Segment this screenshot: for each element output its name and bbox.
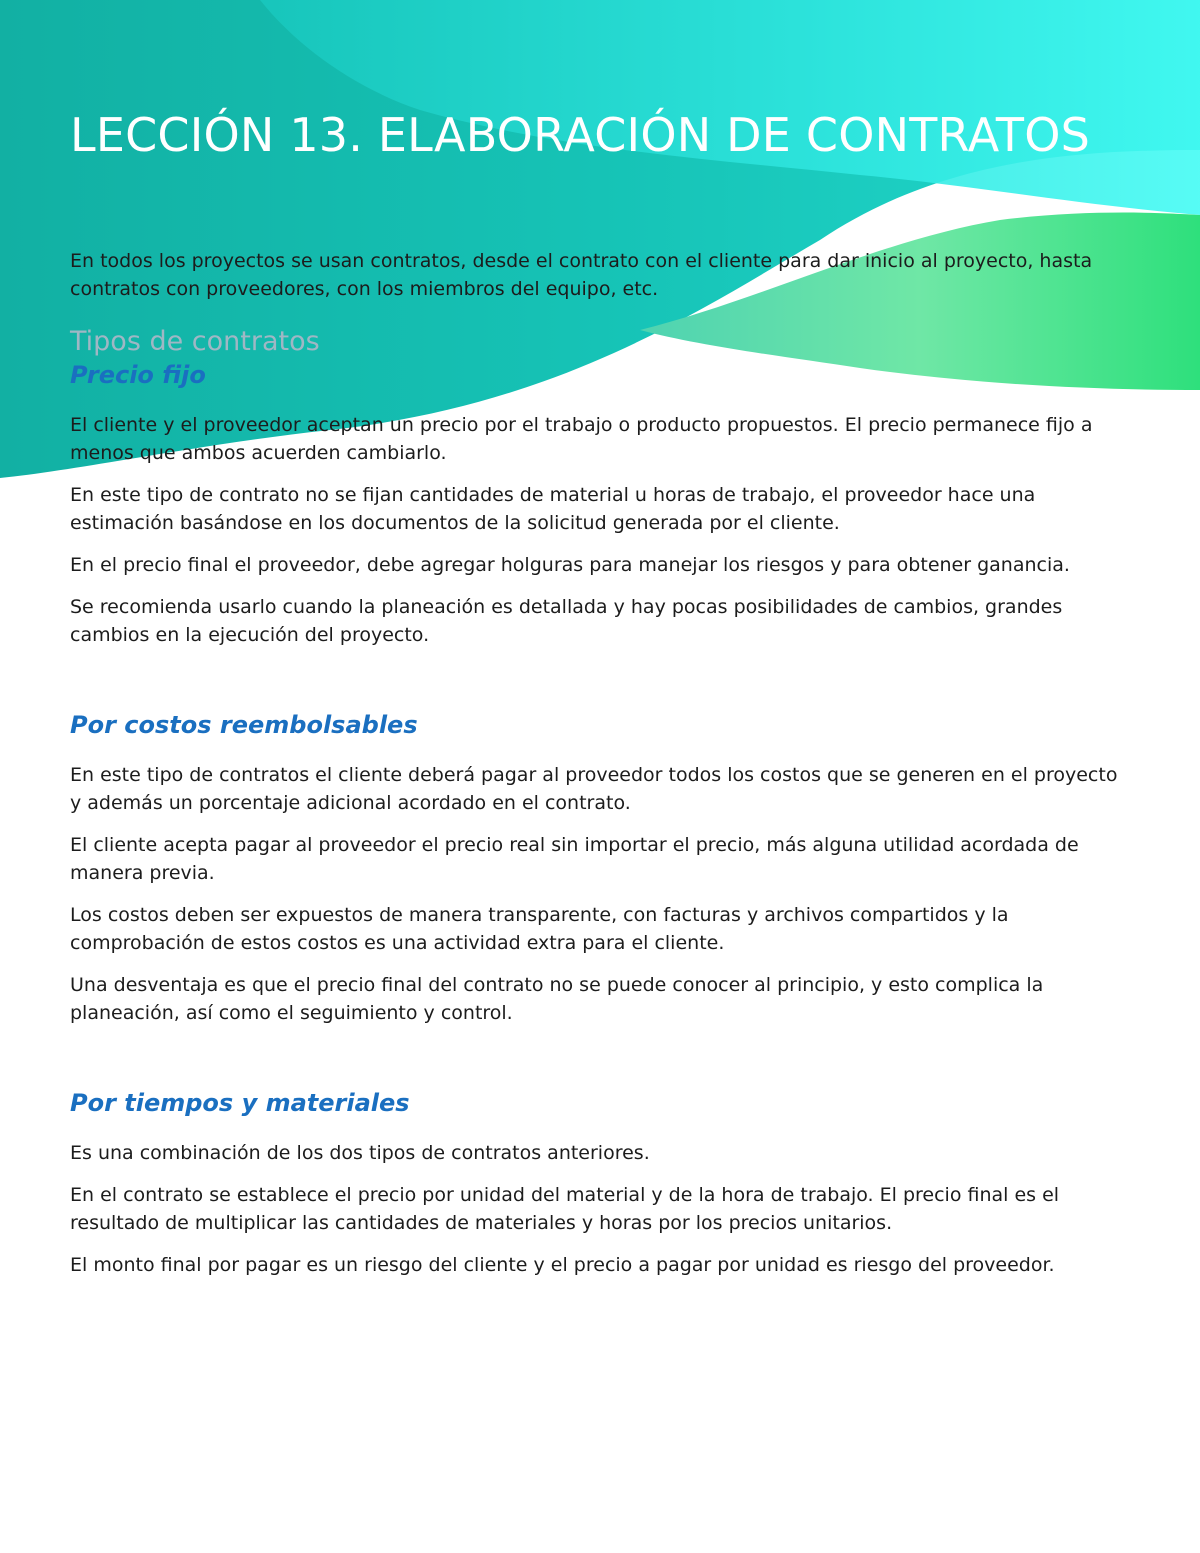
section-heading: Tipos de contratos (70, 326, 320, 357)
paragraph: El monto final por pagar es un riesgo del cliente y el precio a pagar por unidad es riesgo del proveedor. (70, 1254, 1055, 1276)
paragraph: Los costos deben ser expuestos de manera transparente, con facturas y archivos compartidos y la comprobación de estos costos es una actividad extra para el cliente. (70, 904, 1009, 954)
paragraph: En este tipo de contratos el cliente deberá pagar al proveedor todos los costos que se generen en el proyecto y además un porcentaje adicional acordado en el contrato. (70, 764, 1118, 814)
paragraph: El cliente acepta pagar al proveedor el precio real sin importar el precio, más alguna utilidad acordada de manera previa. (70, 834, 1079, 884)
paragraph: En el precio final el proveedor, debe agregar holguras para manejar los riesgos y para obtener ganancia. (70, 554, 1070, 576)
page-title: LECCIÓN 13. ELABORACIÓN DE CONTRATOS (70, 108, 1091, 162)
intro-paragraph: En todos los proyectos se usan contratos, desde el contrato con el cliente para dar inicio al proyecto, hasta contratos con proveedores, con los miembros del equipo, etc. (70, 250, 1093, 300)
section-precio-fijo (70, 359, 1130, 649)
section-tiempos-materiales (70, 1087, 1130, 1279)
subheading-precio-fijo: Precio fijo (70, 361, 206, 389)
section-costos-reembolsables (70, 709, 1130, 1027)
paragraph: Se recomienda usarlo cuando la planeación es detallada y hay pocas posibilidades de cambios, grandes cambios en la ejecución del proyecto. (70, 596, 1063, 646)
subheading-tiempos-materiales: Por tiempos y materiales (70, 1089, 410, 1117)
paragraph: El cliente y el proveedor aceptan un precio por el trabajo o producto propuestos. El precio permanece fijo a menos que ambos acuerden cambiarlo. (70, 414, 1093, 464)
paragraph: En el contrato se establece el precio por unidad del material y de la hora de trabajo. El precio final es el resultado de multiplicar las cantidades de materiales y horas por los precios unitarios. (70, 1184, 1060, 1234)
document-body (70, 0, 1130, 1279)
paragraph: En este tipo de contrato no se fijan cantidades de material u horas de trabajo, el proveedor hace una estimación basándose en los documentos de la solicitud generada por el cliente. (70, 484, 1036, 534)
paragraph: Una desventaja es que el precio final del contrato no se puede conocer al principio, y esto complica la planeación, así como el seguimiento y control. (70, 974, 1044, 1024)
subheading-costos-reembolsables: Por costos reembolsables (70, 711, 418, 739)
paragraph: Es una combinación de los dos tipos de contratos anteriores. (70, 1142, 650, 1164)
